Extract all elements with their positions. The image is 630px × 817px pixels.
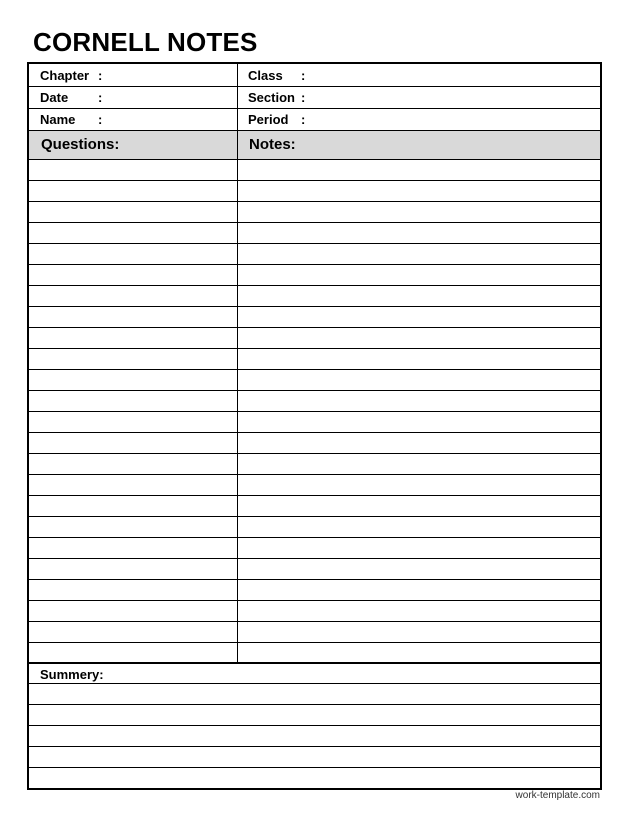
name-field[interactable]: Name : (40, 112, 103, 127)
note-line[interactable] (29, 433, 600, 454)
note-line[interactable] (29, 202, 600, 223)
summary-heading-row (29, 662, 600, 684)
note-line[interactable] (29, 244, 600, 265)
summary-line[interactable] (29, 768, 600, 789)
summary-label: Summery: (40, 667, 104, 682)
notes-heading: Notes: (249, 136, 296, 153)
note-line[interactable] (29, 412, 600, 433)
note-line[interactable] (29, 601, 600, 622)
header-divider (237, 64, 238, 131)
summary-line[interactable] (29, 705, 600, 726)
note-line[interactable] (29, 160, 600, 181)
questions-heading: Questions: (41, 136, 120, 153)
chapter-field[interactable]: Chapter : (40, 68, 103, 83)
footer-credit: work-template.com (515, 790, 600, 801)
note-line[interactable] (29, 496, 600, 517)
note-line[interactable] (29, 538, 600, 559)
section-field[interactable]: Section : (248, 90, 306, 105)
note-line[interactable] (29, 580, 600, 601)
date-field[interactable]: Date : (40, 90, 103, 105)
header-row-name-period (29, 108, 600, 132)
summary-line[interactable] (29, 726, 600, 747)
column-header-row (29, 131, 600, 160)
note-line[interactable] (29, 370, 600, 391)
note-line[interactable] (29, 223, 600, 244)
note-line[interactable] (29, 307, 600, 328)
note-line[interactable] (29, 286, 600, 307)
page-title: CORNELL NOTES (33, 27, 258, 57)
note-line[interactable] (29, 622, 600, 643)
class-field[interactable]: Class : (248, 68, 306, 83)
note-line[interactable] (29, 328, 600, 349)
summary-line[interactable] (29, 684, 600, 705)
header-row-chapter-class (29, 64, 600, 87)
period-field[interactable]: Period : (248, 112, 306, 127)
note-line[interactable] (29, 559, 600, 580)
note-line[interactable] (29, 643, 600, 664)
cornell-notes-sheet (27, 62, 602, 790)
note-line[interactable] (29, 265, 600, 286)
header-row-date-section (29, 86, 600, 109)
note-line[interactable] (29, 454, 600, 475)
note-line[interactable] (29, 475, 600, 496)
note-line[interactable] (29, 517, 600, 538)
summary-line[interactable] (29, 747, 600, 768)
note-line[interactable] (29, 181, 600, 202)
note-line[interactable] (29, 391, 600, 412)
note-line[interactable] (29, 349, 600, 370)
